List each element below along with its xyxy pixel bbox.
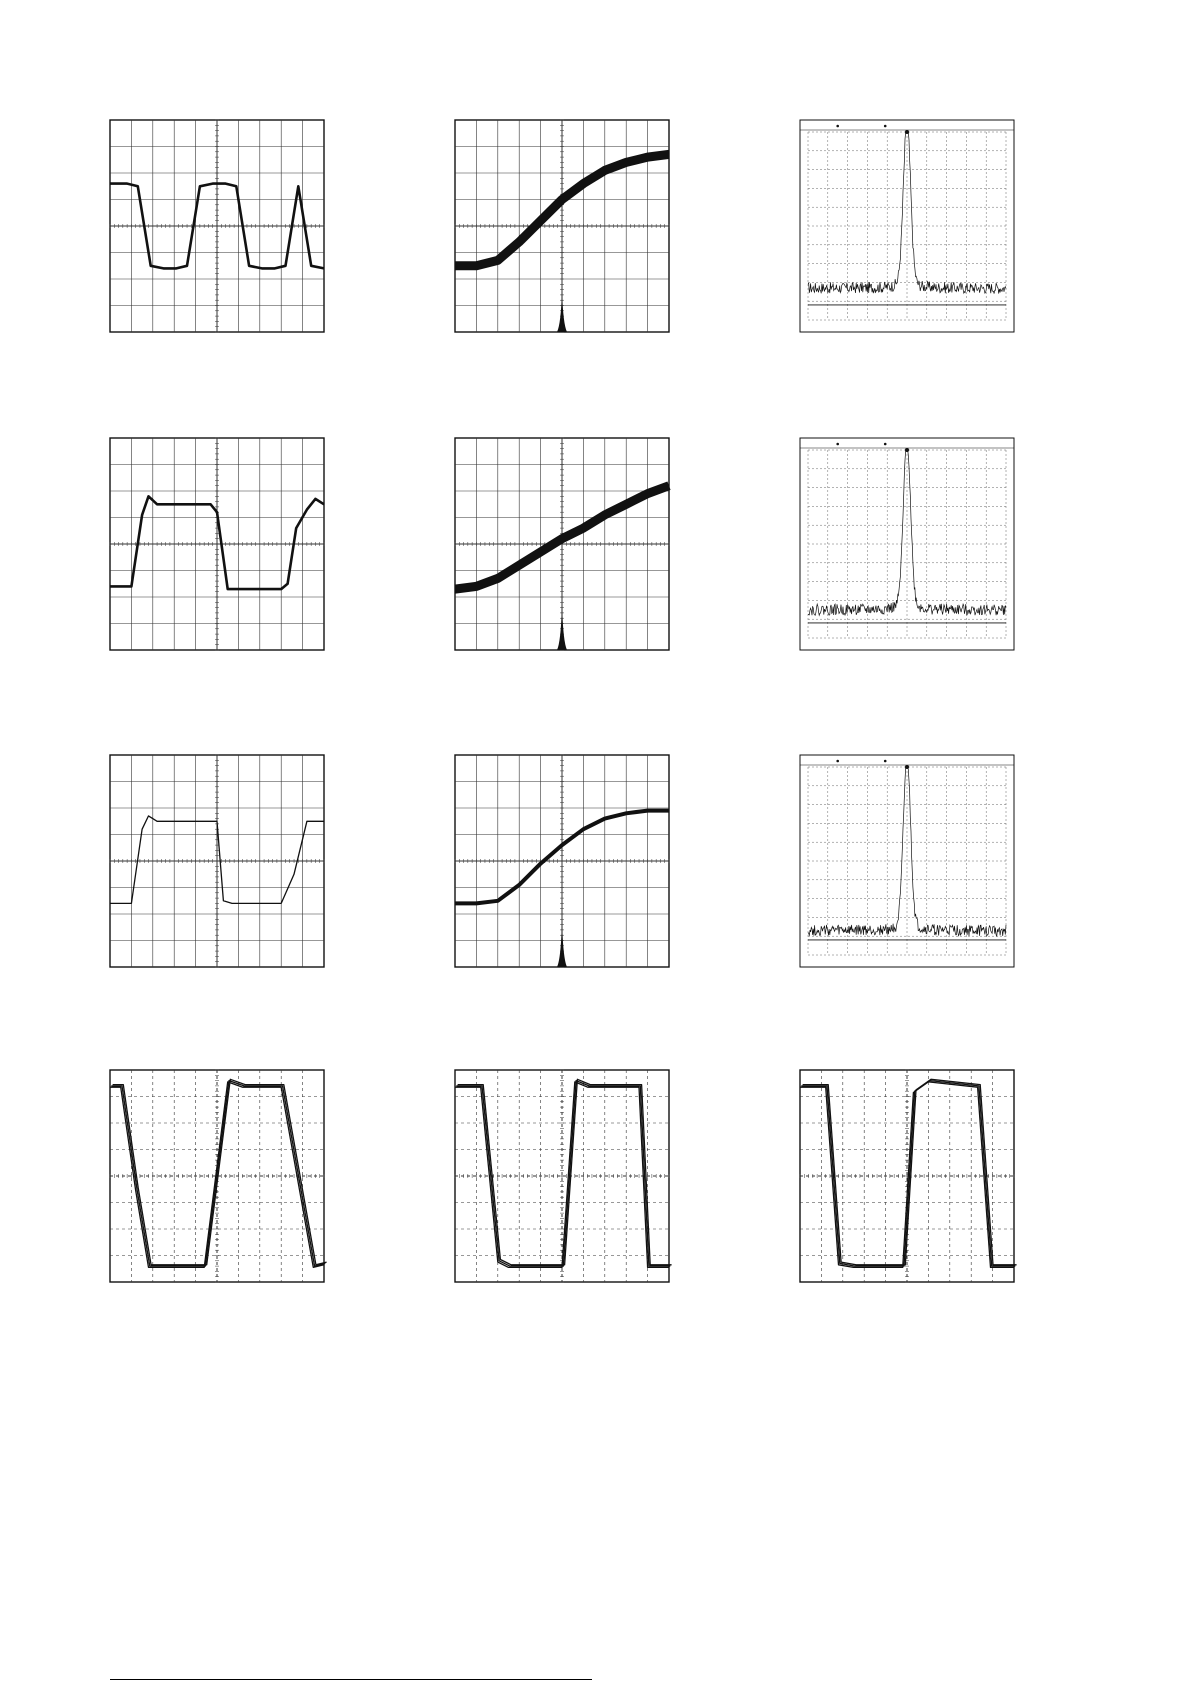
chart-svg — [455, 1070, 669, 1282]
header-marker — [836, 443, 839, 446]
eye-diagram-panel — [800, 1070, 1014, 1282]
eye-diagram-panel — [110, 1070, 324, 1282]
header-marker — [836, 125, 839, 128]
peak-marker — [905, 765, 909, 769]
chart-svg — [800, 120, 1014, 332]
eye-trace — [456, 1081, 670, 1267]
peak-marker — [905, 448, 909, 452]
scope-spectrum-panel — [800, 755, 1014, 967]
histogram-spike — [557, 290, 567, 332]
chart-svg — [110, 120, 324, 332]
scope-waveform-panel — [110, 755, 324, 967]
header-marker — [884, 760, 887, 763]
scope-persistence-panel — [455, 755, 669, 967]
footnote-rule — [110, 1679, 592, 1680]
header-marker — [884, 125, 887, 128]
chart-svg — [110, 1070, 324, 1282]
chart-svg — [455, 755, 669, 967]
chart-svg — [800, 1070, 1014, 1282]
scope-spectrum-panel — [800, 120, 1014, 332]
scope-persistence-panel — [455, 120, 669, 332]
peak-marker — [905, 130, 909, 134]
histogram-spike — [557, 602, 567, 650]
header-marker — [836, 760, 839, 763]
chart-svg — [110, 438, 324, 650]
chart-svg — [800, 438, 1014, 650]
chart-svg — [455, 120, 669, 332]
header-marker — [884, 443, 887, 446]
scope-persistence-panel — [455, 438, 669, 650]
chart-svg — [110, 755, 324, 967]
scope-spectrum-panel — [800, 438, 1014, 650]
chart-svg — [455, 438, 669, 650]
histogram-spike — [557, 919, 567, 967]
scope-waveform-panel — [110, 438, 324, 650]
scope-waveform-panel — [110, 120, 324, 332]
chart-svg — [800, 755, 1014, 967]
eye-diagram-panel — [455, 1070, 669, 1282]
